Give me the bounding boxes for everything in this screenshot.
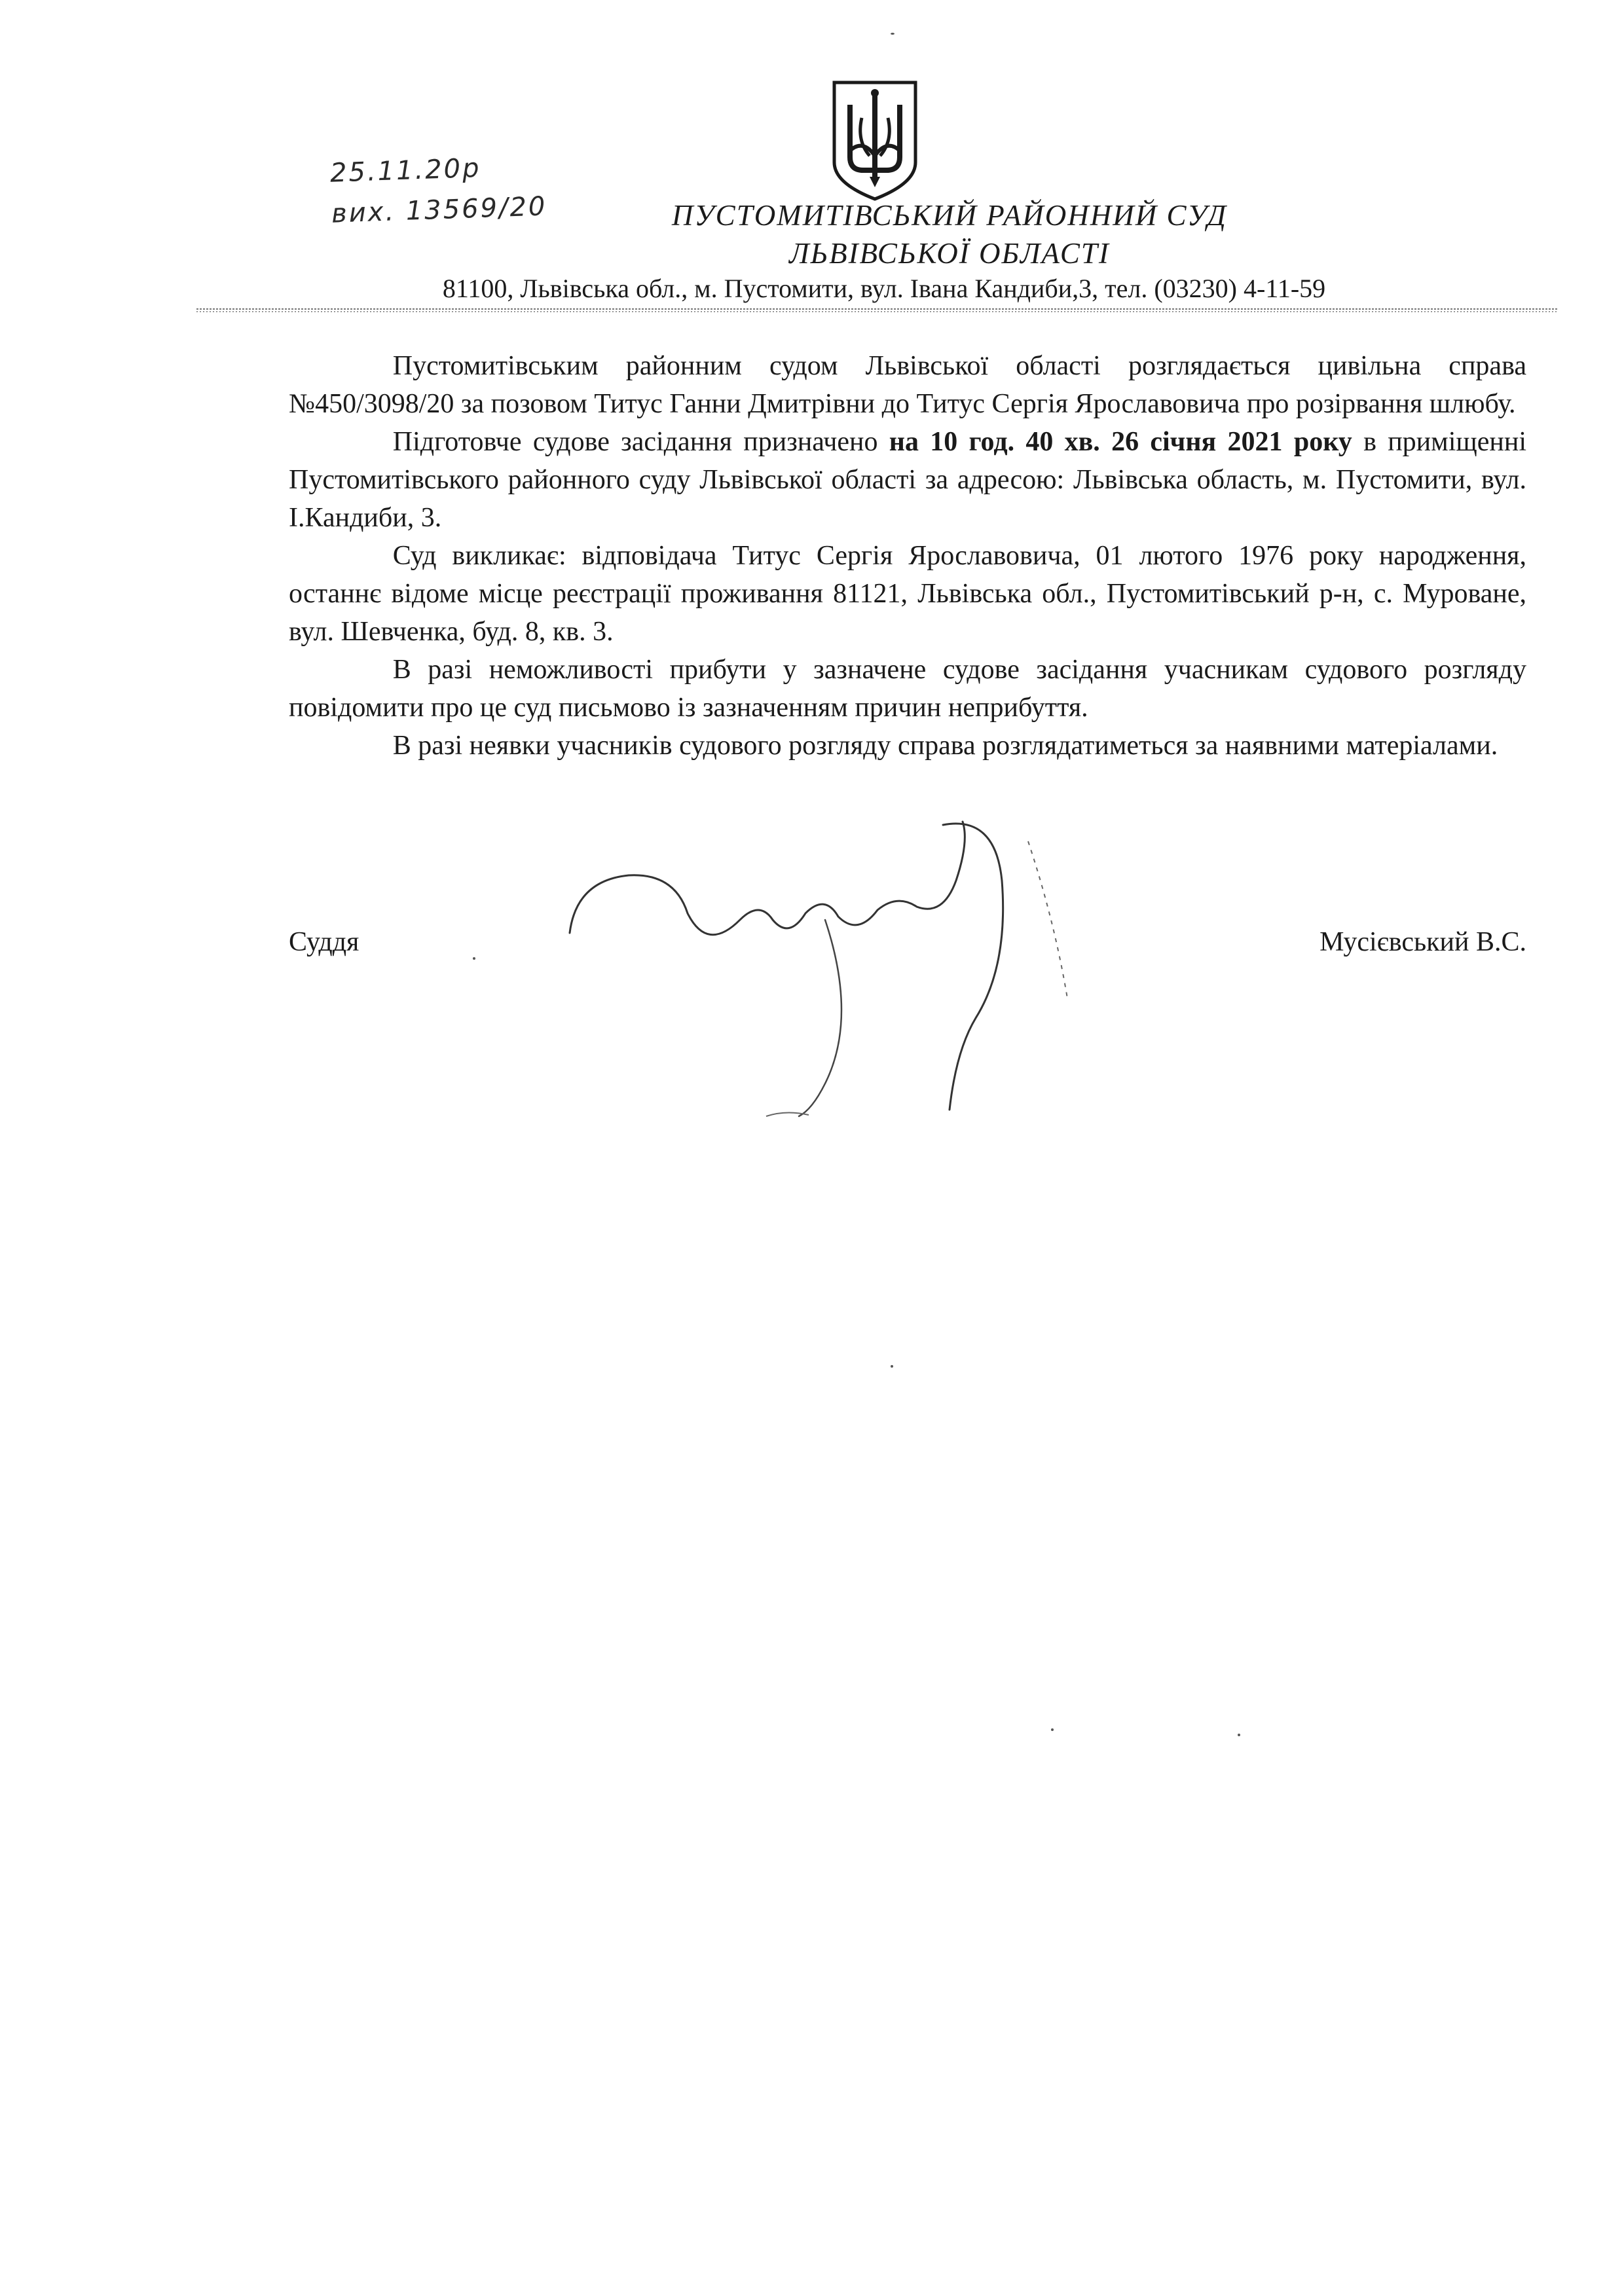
hearing-datetime: на 10 год. 40 хв. 26 січня 2021 року (889, 427, 1352, 457)
signature-block (289, 923, 1526, 962)
header-divider (196, 308, 1559, 313)
handwritten-signature (550, 802, 1074, 1123)
handwritten-date: 25.11.20р (329, 153, 482, 189)
court-region: ЛЬВІВСЬКОЇ ОБЛАСТІ (789, 237, 1110, 270)
scan-speck (1238, 1734, 1240, 1736)
handwritten-outgoing-number: вих. 13569/20 (331, 191, 548, 229)
paragraph-case-info: Пустомитівським районним судом Львівської області розглядається цивільна справа №450/3098/20 за позовом Титус Ганни Дмитрівни до Титус Сергія Ярославовича про розірвання шлюбу. (289, 351, 1526, 419)
paragraph-absence-notice: В разі неможливості прибути у зазначене судове засідання учасникам судового розгляду повідомити про це суд письмово із зазначенням причин неприбуття. (289, 655, 1526, 723)
court-name: ПУСТОМИТІВСЬКИЙ РАЙОННИЙ СУД (671, 199, 1228, 232)
court-address: 81100, Львівська обл., м. Пустомити, вул. Івана Кандиби,3, тел. (03230) 4-11-59 (442, 274, 1326, 303)
hearing-text-before: Підготовче судове засідання призначено (392, 427, 889, 457)
scan-speck (891, 1365, 893, 1368)
scan-speck (891, 33, 895, 35)
ukraine-trident-emblem-icon (830, 79, 919, 203)
judge-label: Суддя (289, 927, 360, 957)
hearing-text-after: в приміщенні Пустомитівського районного суду Львівської області за адресою: Львівська область, м. Пустомити, вул. І.Кандиби, 3. (289, 427, 1527, 533)
scan-speck (1051, 1728, 1054, 1731)
scan-speck (473, 957, 475, 960)
letter-body (289, 347, 1526, 765)
paragraph-hearing-date (289, 423, 1526, 537)
paragraph-summons: Суд викликає: відповідача Титус Сергія Ярославовича, 01 лютого 1976 року народження, останнє відоме місце реєстрації проживання 81121, Львівська обл., Пустомитівський р-н, с. Муроване, вул. Шевченка, буд. 8, кв. 3. (289, 541, 1526, 647)
judge-name: Мусієвський В.С. (1320, 927, 1526, 957)
paragraph-no-show: В разі неявки учасників судового розгляду справа розглядатиметься за наявними матеріалами. (392, 731, 1498, 761)
